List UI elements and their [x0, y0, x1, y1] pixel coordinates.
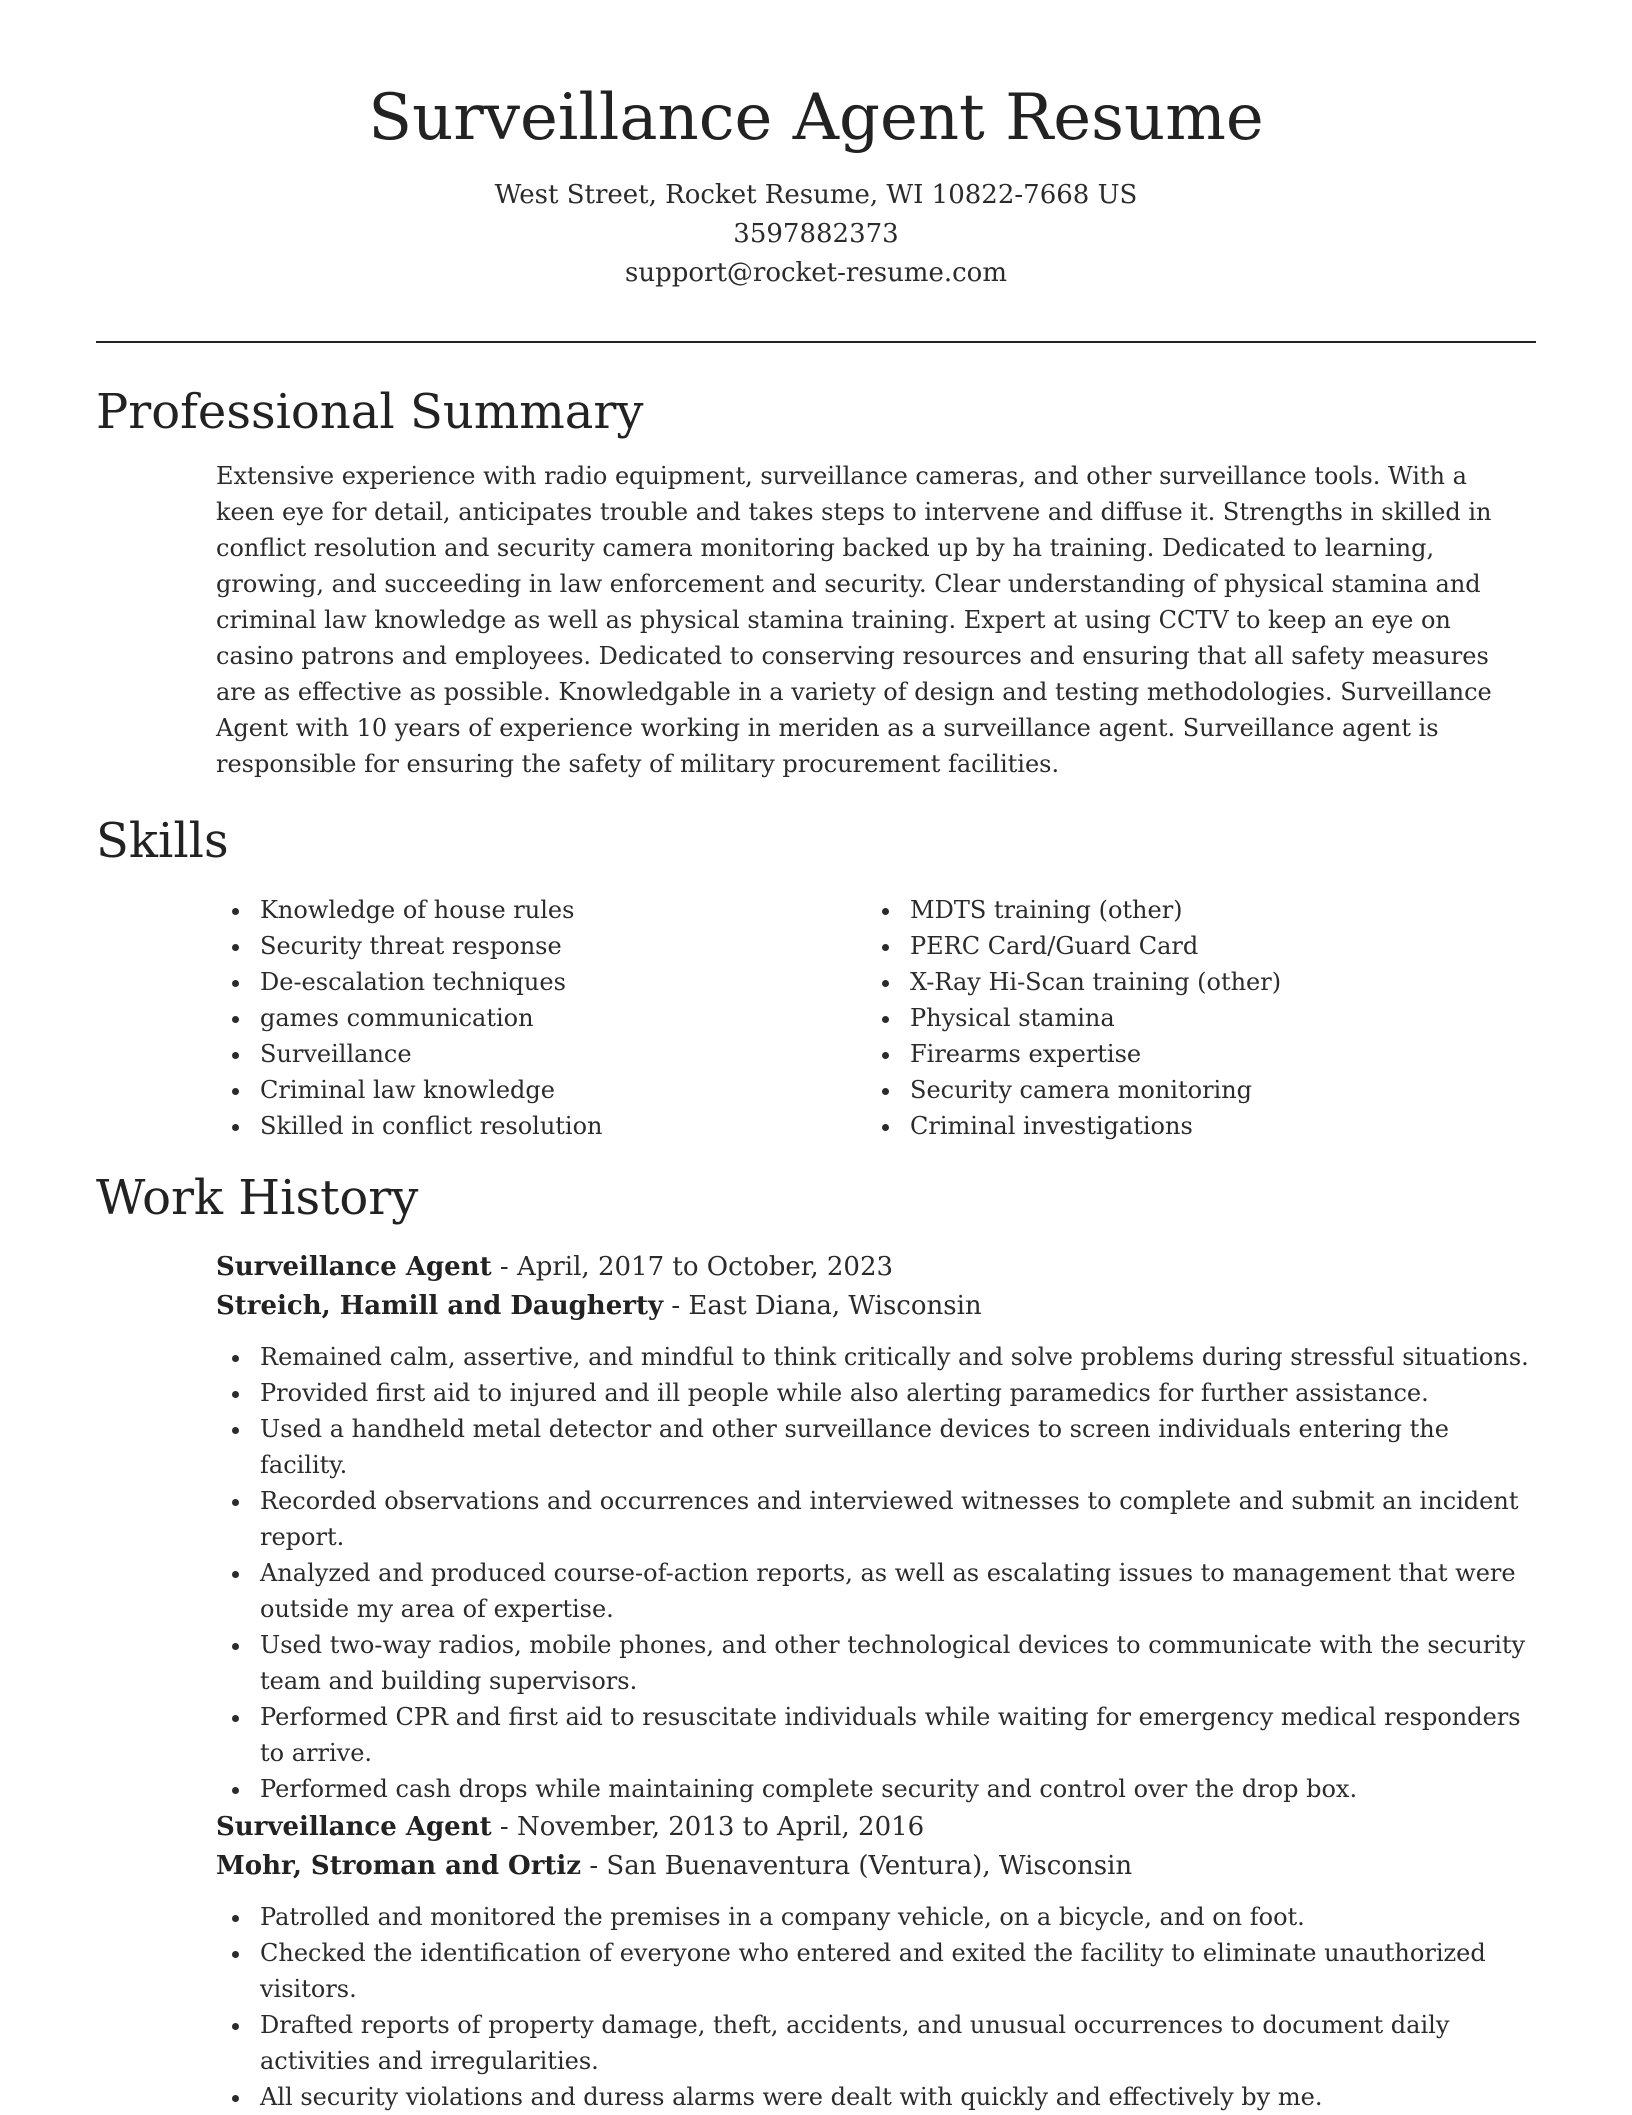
skill-item: Physical stamina — [866, 1000, 1486, 1036]
job-entry — [216, 1248, 1536, 1807]
job-company: Mohr, Stroman and Ortiz — [216, 1851, 582, 1881]
skill-item: De-escalation techniques — [216, 964, 836, 1000]
job-duty: Used two-way radios, mobile phones, and other technological devices to communicate with the security team and building supervisors. — [216, 1627, 1536, 1699]
job-duty: Performed cash drops while maintaining complete security and control over the drop box. — [216, 1771, 1536, 1807]
job-duty: Used a handheld metal detector and other surveillance devices to screen individuals entering the facility. — [216, 1411, 1536, 1483]
job-duties-list — [216, 1899, 1536, 2115]
job-location: - San Buenaventura (Ventura), Wisconsin — [581, 1851, 1133, 1881]
skill-item: Criminal investigations — [866, 1108, 1486, 1144]
contact-address: West Street, Rocket Resume, WI 10822-7668 US — [494, 180, 1138, 210]
job-duties-list — [216, 1339, 1536, 1807]
contact-info — [0, 176, 1632, 293]
skills-list-right — [866, 892, 1486, 1144]
skill-item: Firearms expertise — [866, 1036, 1486, 1072]
job-company: Streich, Hamill and Daugherty — [216, 1291, 664, 1321]
job-company-line — [216, 1847, 1536, 1886]
job-duty: Drafted reports of property damage, theft, accidents, and unusual occurrences to document daily activities and irregularities. — [216, 2007, 1536, 2079]
resume-title: Surveillance Agent Resume — [368, 81, 1264, 155]
job-title-line — [216, 1808, 1536, 1847]
skill-item: Surveillance — [216, 1036, 836, 1072]
job-duty: Analyzed and produced course-of-action reports, as well as escalating issues to management that were outside my area of expertise. — [216, 1555, 1536, 1627]
job-duty: Performed CPR and first aid to resuscitate individuals while waiting for emergency medical responders to arrive. — [216, 1699, 1536, 1771]
skill-item: Knowledge of house rules — [216, 892, 836, 928]
job-duty: All security violations and duress alarms were dealt with quickly and effectively by me. — [216, 2079, 1536, 2115]
skill-item: X-Ray Hi-Scan training (other) — [866, 964, 1486, 1000]
job-duty: Recorded observations and occurrences and interviewed witnesses to complete and submit an incident report. — [216, 1483, 1536, 1555]
skill-item: Security threat response — [216, 928, 836, 964]
skill-item: games communication — [216, 1000, 836, 1036]
skill-item: Security camera monitoring — [866, 1072, 1486, 1108]
contact-email: support@rocket-resume.com — [624, 258, 1007, 288]
job-role: Surveillance Agent — [216, 1812, 492, 1842]
job-role: Surveillance Agent — [216, 1252, 492, 1282]
job-duty: Provided first aid to injured and ill people while also alerting paramedics for further assistance. — [216, 1375, 1536, 1411]
contact-phone: 3597882373 — [733, 219, 899, 249]
job-company-line — [216, 1287, 1536, 1326]
skill-item: PERC Card/Guard Card — [866, 928, 1486, 964]
resume-header — [0, 0, 1632, 293]
job-duty: Patrolled and monitored the premises in a company vehicle, on a bicycle, and on foot. — [216, 1899, 1536, 1935]
skill-item: MDTS training (other) — [866, 892, 1486, 928]
header-divider — [96, 341, 1536, 343]
summary-text: Extensive experience with radio equipment, surveillance cameras, and other surveillance tools. With a keen eye for detail, anticipates trouble and takes steps to intervene and diffuse it. Strengths in skilled in conflict resolution and security camera monitoring backed up by ha training. Dedicated to learning, growing, and succeeding in law enforcement and security. Clear understanding of physical stamina and criminal law knowledge as well as physical stamina training. Expert at using CCTV to keep an eye on casino patrons and employees. Dedicated to conserving resources and ensuring that all safety measures are as effective as possible. Knowledgable in a variety of design and testing methodologies. Surveillance Agent with 10 years of experience working in meriden as a surveillance agent. Surveillance agent is responsible for ensuring the safety of military procurement facilities. — [216, 462, 1492, 778]
job-duty: Checked the identification of everyone who entered and exited the facility to eliminate unauthorized visitors. — [216, 1935, 1536, 2007]
job-title-line — [216, 1248, 1536, 1287]
job-dates: - April, 2017 to October, 2023 — [491, 1252, 894, 1282]
job-duty: Remained calm, assertive, and mindful to think critically and solve problems during stressful situations. — [216, 1339, 1536, 1375]
job-dates: - November, 2013 to April, 2016 — [491, 1812, 925, 1842]
section-title-work-history: Work History — [96, 1170, 419, 1226]
skill-item: Criminal law knowledge — [216, 1072, 836, 1108]
section-title-summary: Professional Summary — [96, 384, 644, 440]
skill-item: Skilled in conflict resolution — [216, 1108, 836, 1144]
job-entry — [216, 1808, 1536, 2115]
skills-list-left — [216, 892, 836, 1144]
section-title-skills: Skills — [96, 813, 229, 869]
job-location: - East Diana, Wisconsin — [663, 1291, 982, 1321]
